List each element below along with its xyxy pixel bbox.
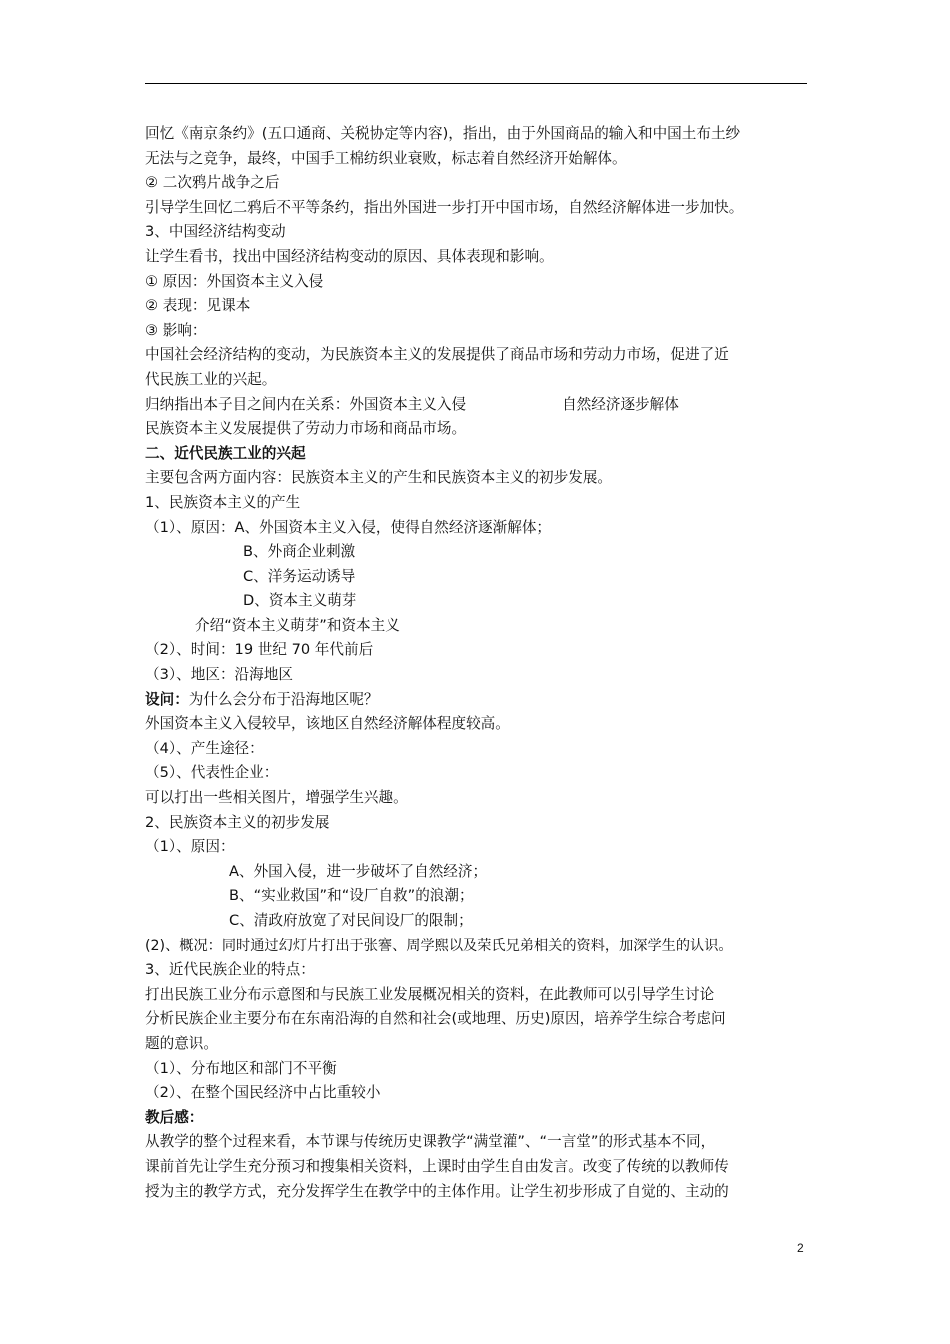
list-item: B、“实业救国”和“设厂自救”的浪潮；: [229, 887, 474, 905]
section-heading: 2、民族资本主义的初步发展: [145, 813, 330, 831]
text-line: 分析民族企业主要分布在东南沿海的自然和社会(或地理、历史)原因，培养学生综合考虑问: [145, 1010, 726, 1028]
text-line: （5）、代表性企业：: [145, 764, 279, 782]
text-line: 代民族工业的兴起。: [145, 370, 277, 388]
text-line: （2）、时间：19 世纪 70 年代前后: [145, 641, 374, 659]
relation-right: 自然经济逐步解体: [562, 395, 679, 413]
text-line: 主要包含两方面内容：民族资本主义的产生和民族资本主义的初步发展。: [145, 469, 613, 487]
question-label: 设问：: [145, 690, 189, 708]
text-line: 无法与之竞争，最终，中国手工棉纺织业衰败，标志着自然经济开始解体。: [145, 149, 627, 167]
text-line: 打出民族工业分布示意图和与民族工业发展概况相关的资料，在此教师可以引导学生讨论: [145, 985, 715, 1003]
list-item: A、外国入侵，进一步破坏了自然经济；: [229, 862, 488, 880]
section-heading: 3、中国经济结构变动: [145, 223, 286, 241]
text-line: 引导学生回忆二鸦后不平等条约，指出外国进一步打开中国市场，自然经济解体进一步加快。: [145, 198, 744, 216]
text-line: （2）、在整个国民经济中占比重较小: [145, 1084, 381, 1102]
relation-line: [145, 393, 825, 418]
reflection-heading: 教后感：: [145, 1108, 204, 1126]
text-line: （1）、分布地区和部门不平衡: [145, 1059, 337, 1077]
text-line: 回忆《南京条约》(五口通商、关税协定等内容)，指出，由于外国商品的输入和中国土布土纱: [145, 125, 741, 142]
text-line: ② 二次鸦片战争之后: [145, 174, 280, 192]
text-line: 外国资本主义入侵较早，该地区自然经济解体程度较高。: [145, 715, 510, 733]
document-body: [145, 122, 825, 1204]
text-line: 中国社会经济结构的变动，为民族资本主义的发展提供了商品市场和劳动力市场，促进了近: [145, 346, 729, 364]
text-line: 民族资本主义发展提供了劳动力市场和商品市场。: [145, 420, 467, 438]
question-line: [145, 688, 825, 713]
question-text: 为什么会分布于沿海地区呢？: [188, 690, 379, 708]
list-item: C、洋务运动诱导: [243, 567, 356, 585]
text-line: 介绍“资本主义萌芽”和资本主义: [195, 616, 400, 634]
text-line: ② 表现：见课本: [145, 297, 251, 315]
list-item: B、外商企业刺激: [243, 543, 356, 561]
text-line: ① 原因：外国资本主义入侵: [145, 272, 324, 290]
relation-left: 归纳指出本子目之间内在关系：外国资本主义入侵: [145, 395, 467, 413]
text-line: （1）、原因：A、外国资本主义入侵，使得自然经济逐渐解体；: [145, 518, 552, 536]
text-line: 题的意识。: [145, 1034, 218, 1052]
text-line: 从教学的整个过程来看，本节课与传统历史课教学“满堂灌”、“一言堂”的形式基本不同，: [145, 1133, 716, 1151]
text-line: （1）、原因：: [145, 838, 235, 856]
chapter-heading: 二、近代民族工业的兴起: [145, 444, 306, 462]
text-line: 授为主的教学方式，充分发挥学生在教学中的主体作用。让学生初步形成了自觉的、主动的: [145, 1182, 729, 1200]
page-number: 2: [797, 1241, 804, 1255]
text-line: 可以打出一些相关图片，增强学生兴趣。: [145, 789, 408, 807]
text-line: ③ 影响：: [145, 321, 207, 339]
text-line: (2)、概况：同时通过幻灯片打出于张謇、周学熙以及荣氏兄弟相关的资料，加深学生的认识。: [145, 937, 733, 954]
list-item: C、清政府放宽了对民间设厂的限制；: [229, 912, 473, 929]
text-line: （3）、地区：沿海地区: [145, 666, 293, 684]
text-line: 让学生看书，找出中国经济结构变动的原因、具体表现和影响。: [145, 247, 554, 265]
text-line: （4）、产生途径：: [145, 739, 264, 757]
section-heading: 1、民族资本主义的产生: [145, 493, 301, 511]
section-heading: 3、近代民族企业的特点：: [145, 961, 315, 979]
header-rule: [145, 83, 807, 84]
list-item: D、资本主义萌芽: [243, 592, 357, 610]
text-line: 课前首先让学生充分预习和搜集相关资料，上课时由学生自由发言。改变了传统的以教师传: [145, 1157, 729, 1175]
